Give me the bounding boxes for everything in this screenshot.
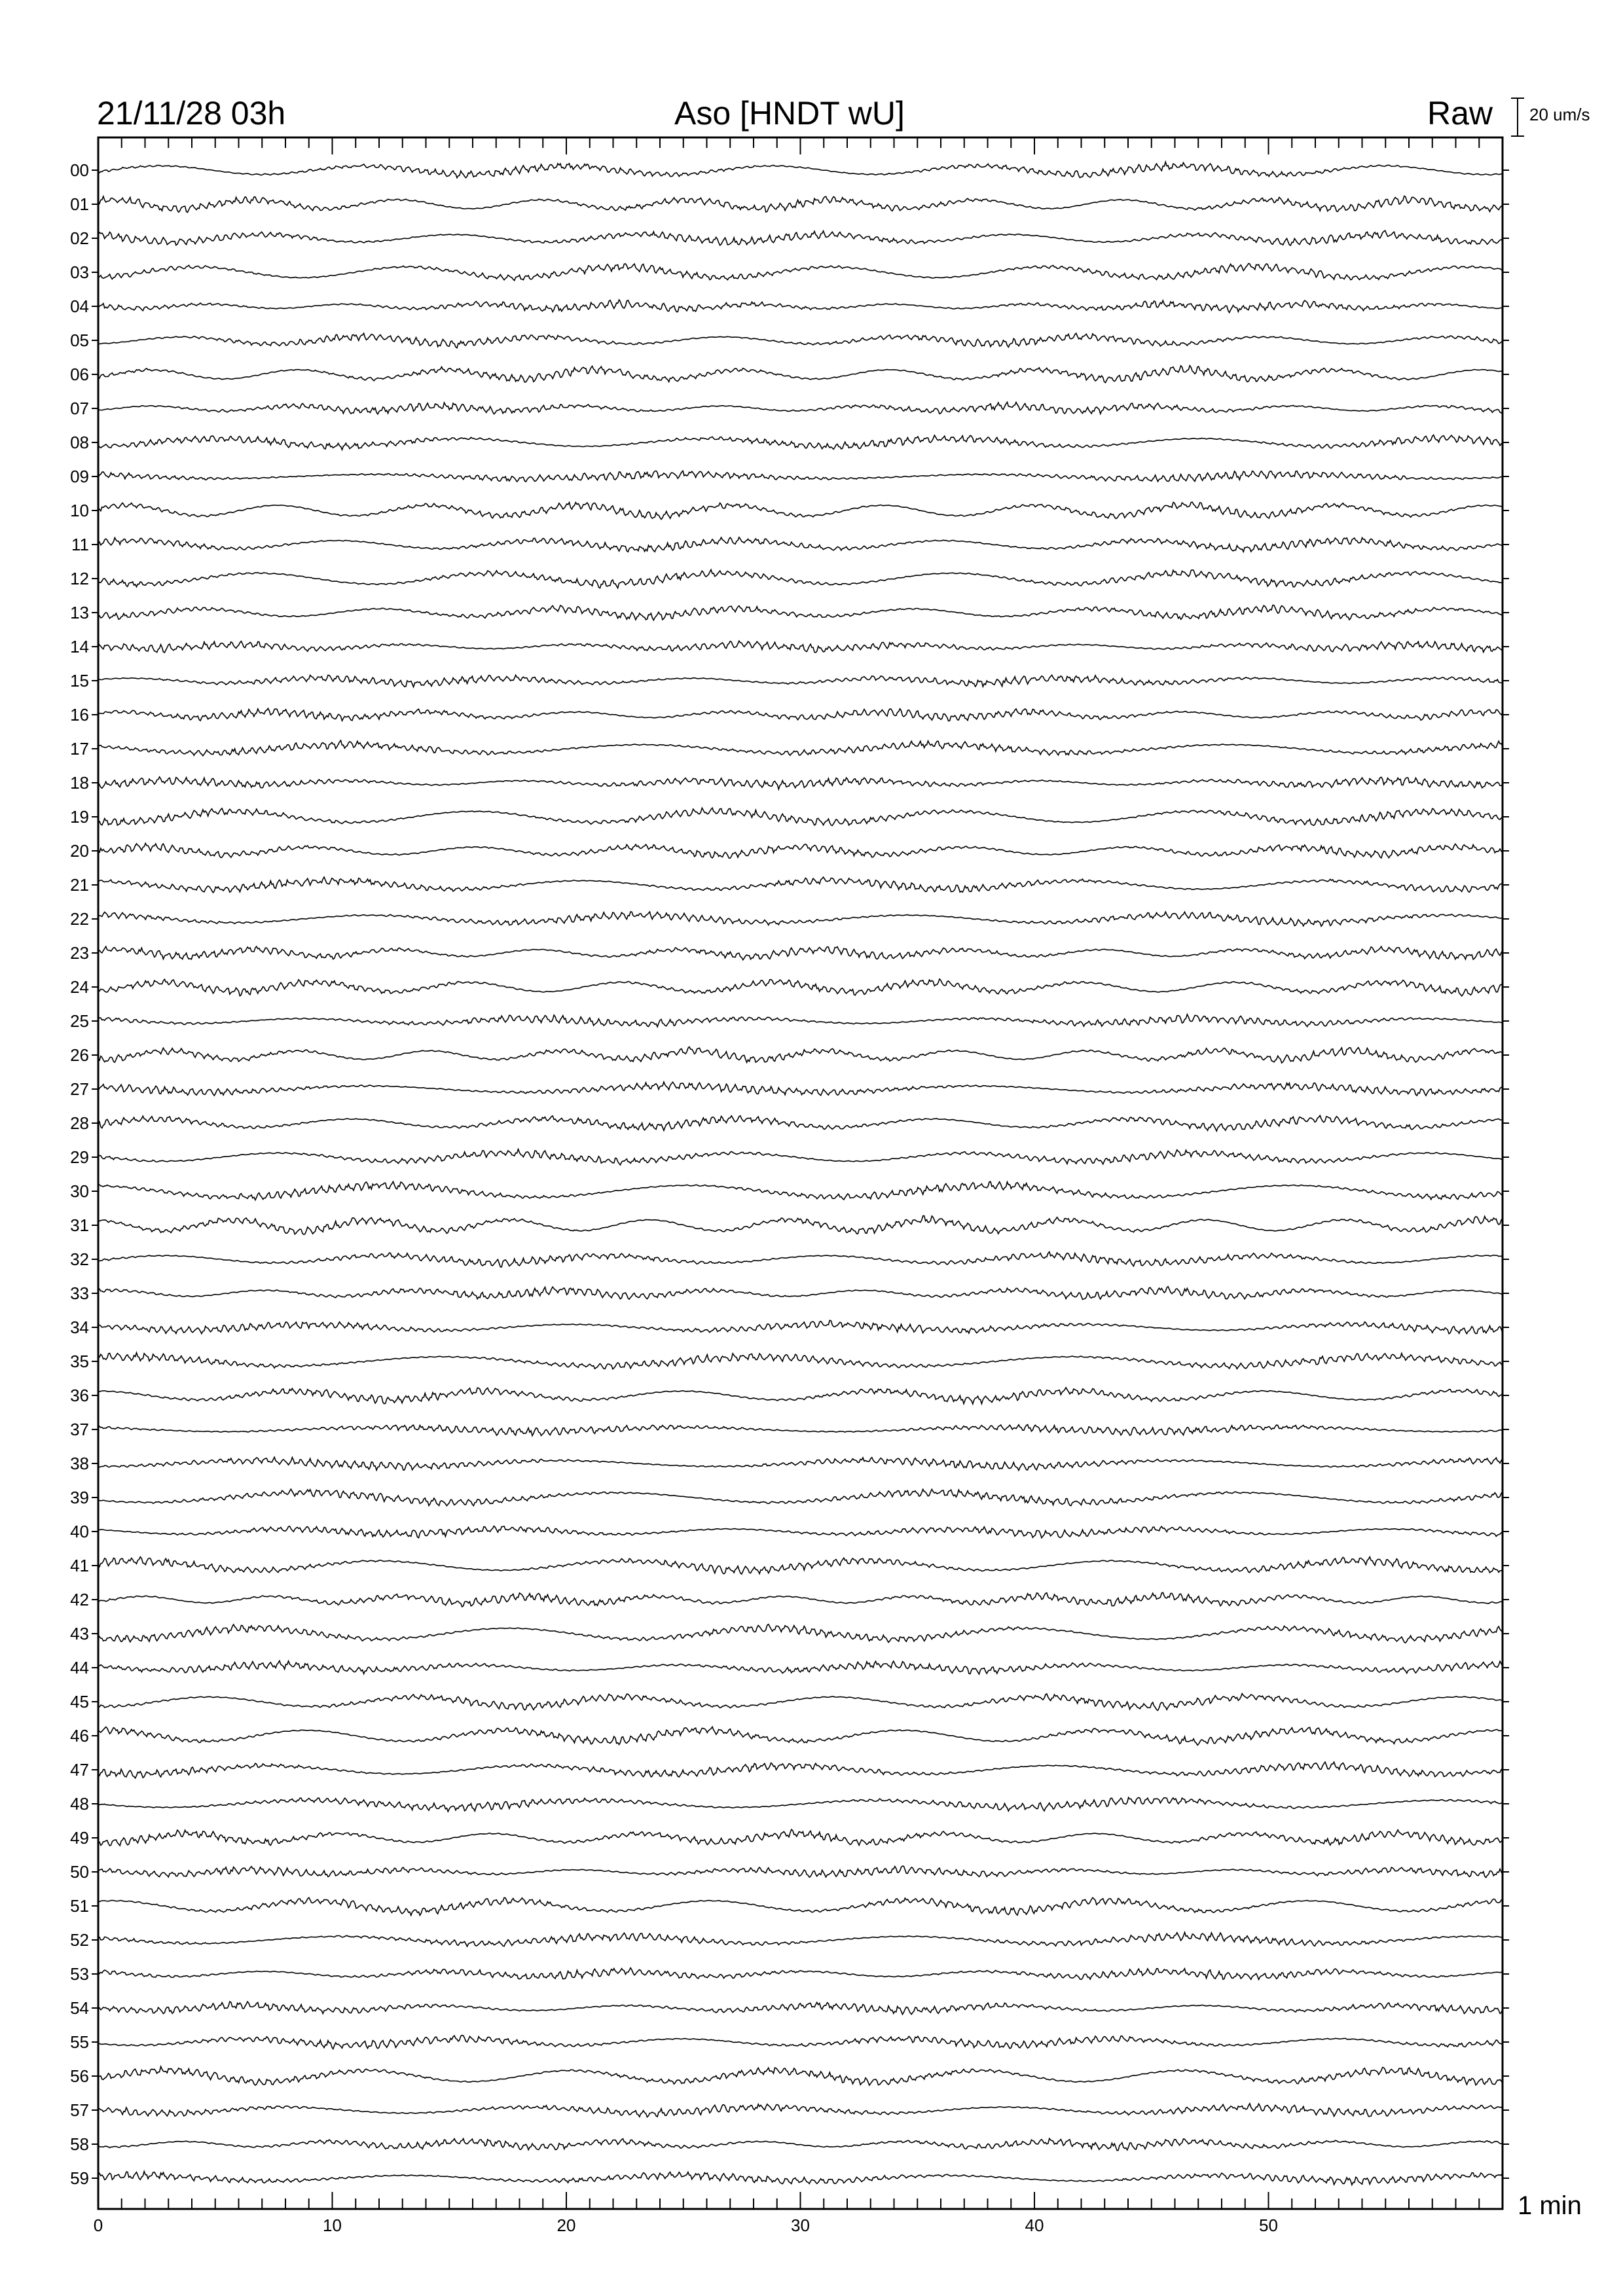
row-label: 15 <box>70 671 89 691</box>
row-label: 32 <box>70 1249 89 1269</box>
mode-label: Raw <box>1427 95 1493 132</box>
row-label: 58 <box>70 2134 89 2154</box>
trace-24 <box>98 979 1503 996</box>
row-label: 03 <box>70 262 89 282</box>
row-label: 38 <box>70 1454 89 1473</box>
trace-34 <box>98 1320 1503 1333</box>
row-label: 50 <box>70 1862 89 1882</box>
trace-28 <box>98 1115 1503 1131</box>
trace-50 <box>98 1866 1503 1878</box>
trace-18 <box>98 777 1503 789</box>
x-axis-unit-label: 1 min <box>1518 2191 1582 2220</box>
row-label: 22 <box>70 909 89 929</box>
row-label: 16 <box>70 705 89 725</box>
trace-12 <box>98 569 1503 588</box>
row-label: 01 <box>70 194 89 214</box>
trace-37 <box>98 1425 1503 1436</box>
trace-45 <box>98 1694 1503 1711</box>
trace-31 <box>98 1216 1503 1235</box>
row-label: 42 <box>70 1590 89 1609</box>
row-label: 13 <box>70 603 89 622</box>
trace-41 <box>98 1557 1503 1574</box>
trace-27 <box>98 1082 1503 1096</box>
row-label: 06 <box>70 365 89 384</box>
x-tick-label: 10 <box>323 2215 342 2235</box>
row-label-group <box>70 160 1509 2188</box>
row-label: 40 <box>70 1522 89 1541</box>
trace-57 <box>98 2104 1503 2117</box>
trace-26 <box>98 1047 1503 1063</box>
row-label: 44 <box>70 1658 89 1677</box>
trace-55 <box>98 2036 1503 2049</box>
row-label: 25 <box>70 1011 89 1031</box>
trace-39 <box>98 1489 1503 1505</box>
trace-02 <box>98 230 1503 245</box>
row-label: 29 <box>70 1147 89 1167</box>
chart-title: Aso [HNDT wU] <box>674 95 905 132</box>
row-label: 33 <box>70 1283 89 1303</box>
trace-40 <box>98 1526 1503 1538</box>
trace-04 <box>98 300 1503 313</box>
row-label: 52 <box>70 1930 89 1950</box>
row-label: 26 <box>70 1045 89 1065</box>
trace-30 <box>98 1181 1503 1200</box>
row-label: 41 <box>70 1556 89 1575</box>
row-label: 28 <box>70 1113 89 1133</box>
row-label: 49 <box>70 1828 89 1848</box>
trace-56 <box>98 2066 1503 2085</box>
row-label: 36 <box>70 1386 89 1405</box>
trace-23 <box>98 946 1503 960</box>
trace-21 <box>98 877 1503 893</box>
row-label: 02 <box>70 228 89 248</box>
row-label: 05 <box>70 331 89 350</box>
trace-42 <box>98 1592 1503 1607</box>
trace-05 <box>98 333 1503 348</box>
row-label: 12 <box>70 569 89 588</box>
row-label: 24 <box>70 977 89 997</box>
trace-15 <box>98 675 1503 687</box>
x-tick-label: 20 <box>556 2215 576 2235</box>
amplitude-scale-label: 20 um/s <box>1529 105 1590 124</box>
trace-52 <box>98 1932 1503 1946</box>
row-label: 57 <box>70 2100 89 2120</box>
row-label: 17 <box>70 739 89 759</box>
trace-09 <box>98 471 1503 482</box>
trace-43 <box>98 1624 1503 1643</box>
row-label: 45 <box>70 1692 89 1712</box>
row-label: 00 <box>70 160 89 180</box>
trace-58 <box>98 2138 1503 2150</box>
row-label: 47 <box>70 1760 89 1780</box>
trace-19 <box>98 808 1503 825</box>
row-label: 07 <box>70 399 89 418</box>
row-label: 11 <box>71 535 89 554</box>
row-label: 14 <box>70 637 89 656</box>
trace-16 <box>98 708 1503 721</box>
trace-46 <box>98 1727 1503 1745</box>
row-label: 37 <box>70 1420 89 1439</box>
row-label: 30 <box>70 1181 89 1201</box>
row-label: 19 <box>70 807 89 827</box>
trace-36 <box>98 1388 1503 1404</box>
trace-13 <box>98 605 1503 620</box>
trace-51 <box>98 1897 1503 1915</box>
row-label: 56 <box>70 2066 89 2086</box>
row-label: 43 <box>70 1624 89 1643</box>
row-label: 10 <box>70 501 89 520</box>
trace-14 <box>98 641 1503 653</box>
row-label: 46 <box>70 1726 89 1746</box>
trace-48 <box>98 1797 1503 1812</box>
row-label: 27 <box>70 1079 89 1099</box>
trace-35 <box>98 1353 1503 1369</box>
row-label: 48 <box>70 1794 89 1814</box>
trace-29 <box>98 1149 1503 1165</box>
row-label: 23 <box>70 943 89 963</box>
trace-06 <box>98 366 1503 383</box>
row-label: 04 <box>70 296 89 316</box>
row-label: 53 <box>70 1964 89 1984</box>
trace-01 <box>98 196 1503 213</box>
row-label: 18 <box>70 773 89 793</box>
row-label: 55 <box>70 2032 89 2052</box>
trace-53 <box>98 1968 1503 1980</box>
x-tick-label-group <box>94 2215 1278 2235</box>
trace-11 <box>98 537 1503 552</box>
row-label: 31 <box>70 1215 89 1235</box>
trace-25 <box>98 1014 1503 1027</box>
trace-38 <box>98 1457 1503 1470</box>
x-tick-label: 50 <box>1259 2215 1278 2235</box>
x-tick-label: 30 <box>791 2215 810 2235</box>
row-label: 34 <box>70 1318 89 1337</box>
trace-33 <box>98 1287 1503 1300</box>
date-hour-label: 21/11/28 03h <box>97 95 286 132</box>
trace-17 <box>98 740 1503 756</box>
row-label: 08 <box>70 433 89 452</box>
trace-49 <box>98 1829 1503 1846</box>
row-label: 39 <box>70 1488 89 1507</box>
trace-group <box>98 162 1503 2185</box>
trace-22 <box>98 912 1503 926</box>
trace-47 <box>98 1762 1503 1778</box>
x-tick-label: 40 <box>1025 2215 1044 2235</box>
trace-03 <box>98 264 1503 281</box>
trace-59 <box>98 2172 1503 2185</box>
row-label: 09 <box>70 467 89 486</box>
row-label: 51 <box>70 1896 89 1916</box>
row-label: 21 <box>70 875 89 895</box>
x-tick-label: 0 <box>93 2215 103 2235</box>
trace-08 <box>98 435 1503 450</box>
trace-00 <box>98 162 1503 177</box>
row-label: 59 <box>70 2168 89 2188</box>
trace-54 <box>98 2001 1503 2015</box>
trace-44 <box>98 1661 1503 1674</box>
row-label: 54 <box>70 1998 89 2018</box>
trace-20 <box>98 843 1503 858</box>
trace-32 <box>98 1252 1503 1267</box>
row-label: 35 <box>70 1352 89 1371</box>
row-label: 20 <box>70 841 89 861</box>
trace-07 <box>98 402 1503 414</box>
trace-10 <box>98 502 1503 519</box>
